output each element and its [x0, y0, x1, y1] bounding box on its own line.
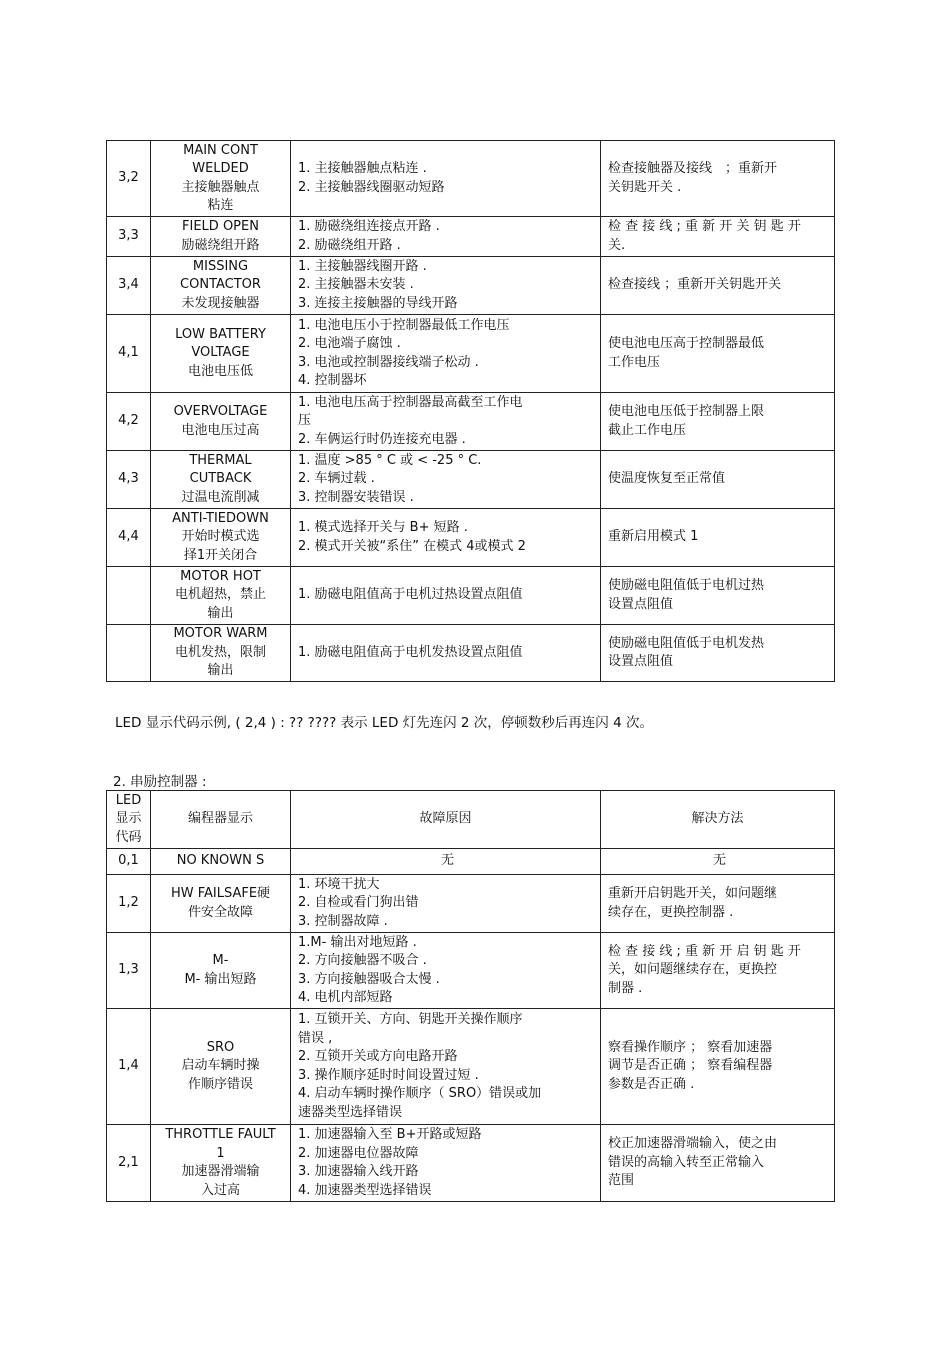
- fault-cause: [291, 875, 601, 933]
- fault-cause-line: 3. 方向接触器吸合太慢 .: [298, 971, 440, 987]
- programmer-display-line: MOTOR WARM: [173, 626, 268, 642]
- solution-line: 设置点阻值: [608, 654, 674, 669]
- solution-line: 无: [712, 853, 726, 869]
- fault-cause-line: 1. 电池电压高于控制器最高截至工作电: [298, 394, 523, 410]
- fault-cause-line: 1.M- 输出对地短路 .: [298, 934, 417, 950]
- table-row: [107, 315, 835, 393]
- programmer-display-line: 电池电压低: [187, 363, 253, 379]
- table-row: [107, 509, 835, 567]
- solution-line: 关.: [608, 237, 626, 253]
- fault-cause-line: 4. 加速器类型选择错误: [298, 1182, 432, 1198]
- solution-line: 关，如问题继续存在，更换控: [608, 962, 778, 978]
- solution-line: 续存在，更换控制器 .: [608, 904, 734, 920]
- fault-cause-line: 4. 控制器坏: [298, 373, 367, 388]
- solution-line: 使励磁电阻值低于电机过热: [608, 578, 765, 593]
- fault-cause: [291, 393, 601, 451]
- fault-cause-line: 3. 控制器故障 .: [298, 913, 388, 929]
- programmer-display-line: MOTOR HOT: [180, 568, 261, 584]
- programmer-display: [151, 933, 291, 1009]
- fault-cause: [291, 257, 601, 315]
- fault-cause-line: 2. 互锁开关或方向电路开路: [298, 1049, 458, 1064]
- fault-cause: [291, 567, 601, 625]
- fault-cause-line: 1. 励磁电阻值高于电机过热设置点阻值: [298, 587, 523, 603]
- fault-cause: [291, 315, 601, 393]
- table-row: [107, 257, 835, 315]
- fault-cause-line: 2. 车俩运行时仍连接充电器 .: [298, 431, 466, 447]
- table-row: [107, 217, 835, 257]
- solution: [601, 393, 835, 451]
- fault-cause-line: 无: [440, 853, 454, 869]
- section-heading: 2. 串励控制器 :: [113, 774, 207, 790]
- solution: [601, 141, 835, 217]
- programmer-display-line: 电池电压过高: [181, 422, 260, 438]
- fault-cause: [291, 451, 601, 509]
- programmer-display: [151, 625, 291, 682]
- programmer-display-line: 件安全故障: [187, 904, 253, 920]
- led-code: [107, 625, 151, 682]
- led-code: [107, 567, 151, 625]
- fault-cause-line: 3. 电池或控制器接线端子松动 .: [298, 354, 479, 370]
- programmer-display-line: LOW BATTERY: [175, 326, 266, 342]
- programmer-display-line: MISSING: [192, 258, 249, 274]
- programmer-display-line: 入过高: [200, 1182, 240, 1198]
- fault-cause: [291, 509, 601, 567]
- fault-cause-line: 2. 励磁绕组开路 .: [298, 237, 401, 253]
- solution-line: 检查接触器及接线 ；重新开: [608, 161, 778, 176]
- programmer-display-line: CONTACTOR: [180, 277, 261, 293]
- fault-cause-line: 错误 ,: [298, 1030, 333, 1046]
- programmer-display-line: 输出: [207, 605, 234, 621]
- led-code: 3,2: [107, 141, 151, 217]
- solution-line: 截止工作电压: [608, 422, 687, 438]
- programmer-display-line: SRO: [206, 1039, 235, 1055]
- solution: [601, 625, 835, 682]
- programmer-display: [151, 451, 291, 509]
- programmer-display-line: 作顺序错误: [187, 1076, 253, 1092]
- solution: [601, 933, 835, 1009]
- led-code: 1,3: [107, 933, 151, 1009]
- table-header-row: [107, 791, 835, 849]
- fault-cause-line: 1. 互锁开关、方向、钥匙开关操作顺序: [298, 1012, 523, 1027]
- fault-cause-line: 3. 操作顺序延时时间设置过短 .: [298, 1067, 479, 1083]
- solution: [601, 849, 835, 875]
- fault-cause-line: 1. 温度 >85 ° C 或 < -25 ° C.: [298, 452, 482, 468]
- solution: [601, 451, 835, 509]
- header-led-code: LED 显示 代码: [107, 791, 151, 849]
- led-code: 3,4: [107, 257, 151, 315]
- solution: [601, 257, 835, 315]
- fault-cause-line: 压: [298, 413, 312, 429]
- solution-line: 使温度恢复至正常值: [608, 471, 726, 487]
- fault-cause-line: 1. 主接触器线圈开路 .: [298, 258, 427, 274]
- fault-cause-line: 2. 模式开关被“系住” 在模式 4或模式 2: [298, 538, 526, 554]
- led-code: 1,2: [107, 875, 151, 933]
- header-solution: 解决方法: [601, 791, 835, 849]
- programmer-display-line: THROTTLE FAULT: [165, 1127, 276, 1142]
- programmer-display-line: CUTBACK: [189, 471, 252, 487]
- programmer-display-line: M- 输出短路: [184, 971, 257, 987]
- table-row: [107, 625, 835, 682]
- fault-cause-line: 4. 电机内部短路: [298, 990, 393, 1005]
- led-code: 4,3: [107, 451, 151, 509]
- fault-cause: [291, 933, 601, 1009]
- table-row: [107, 849, 835, 875]
- programmer-display-line: WELDED: [192, 161, 249, 176]
- solution-line: 设置点阻值: [608, 596, 674, 612]
- solution: [601, 509, 835, 567]
- solution-line: 使电池电压高于控制器最低: [608, 336, 765, 351]
- programmer-display-line: FIELD OPEN: [182, 219, 259, 234]
- programmer-display: [151, 509, 291, 567]
- fault-cause-line: 4. 启动车辆时操作顺序（ SRO）错误或加: [298, 1086, 542, 1101]
- led-code: 0,1: [107, 849, 151, 875]
- programmer-display-line: THERMAL: [189, 452, 252, 468]
- table-row: [107, 141, 835, 217]
- programmer-display: [151, 567, 291, 625]
- programmer-display-line: M-: [212, 953, 229, 968]
- fault-cause-line: 2. 主接触器未安装 .: [298, 277, 414, 293]
- programmer-display-line: 粘连: [207, 198, 234, 213]
- solution-line: 制器 .: [608, 980, 643, 996]
- programmer-display: [151, 217, 291, 257]
- fault-cause-line: 1. 模式选择开关与 B+ 短路 .: [298, 520, 468, 535]
- fault-cause-line: 2. 加速器电位器故障: [298, 1145, 419, 1161]
- solution-line: 检查接线 ；重新开关钥匙开关: [608, 277, 782, 293]
- fault-cause-line: 2. 电池端子腐蚀 .: [298, 336, 401, 351]
- fault-cause: [291, 1125, 601, 1202]
- solution-line: 使励磁电阻值低于电机发热: [608, 635, 765, 651]
- led-code: 1,4: [107, 1009, 151, 1125]
- fault-cause-line: 2. 方向接触器不吸合 .: [298, 953, 427, 968]
- programmer-display-line: 电机发热，限制: [174, 644, 266, 660]
- programmer-display: [151, 393, 291, 451]
- solution: [601, 1009, 835, 1125]
- header-programmer-display: 编程器显示: [151, 791, 291, 849]
- programmer-display: [151, 1125, 291, 1202]
- table-row: [107, 451, 835, 509]
- table-row: [107, 933, 835, 1009]
- programmer-display: [151, 257, 291, 315]
- programmer-display-line: 1: [216, 1145, 225, 1161]
- solution: [601, 567, 835, 625]
- solution-line: 校正加速器滑端输入，使之由: [608, 1136, 778, 1152]
- solution-line: 重新启用模式 1: [608, 529, 699, 545]
- solution-line: 检 查 接 线 ; 重 新 开 关 钥 匙 开: [608, 219, 801, 234]
- fault-cause-line: 2. 主接触器线圈驱动短路: [298, 179, 445, 195]
- solution-line: 使电池电压低于控制器上限: [608, 404, 765, 419]
- fault-cause-line: 1. 励磁电阻值高于电机发热设置点阻值: [298, 644, 523, 660]
- solution-line: 错误的高输入转至正常输入: [608, 1154, 765, 1170]
- led-code: 3,3: [107, 217, 151, 257]
- led-code: 4,1: [107, 315, 151, 393]
- solution-line: 关钥匙开关 .: [608, 179, 682, 195]
- fault-cause-line: 1. 电池电压小于控制器最低工作电压: [298, 317, 510, 333]
- programmer-display-line: 开始时模式选: [181, 529, 260, 545]
- fault-cause: [291, 849, 601, 875]
- solution-line: 范围: [608, 1173, 635, 1189]
- programmer-display-line: 励磁绕组开路: [181, 237, 260, 253]
- fault-cause-line: 速器类型选择错误: [298, 1104, 403, 1120]
- solution-line: 察看操作顺序 ； 察看加速器: [608, 1039, 773, 1055]
- fault-cause-line: 2. 自检或看门狗出错: [298, 895, 419, 911]
- led-code: 2,1: [107, 1125, 151, 1202]
- fault-cause-line: 3. 加速器输入线开路: [298, 1164, 419, 1179]
- programmer-display-line: 过温电流削减: [181, 489, 260, 505]
- fault-cause: [291, 625, 601, 682]
- header-fault-cause: 故障原因: [291, 791, 601, 849]
- table-row: [107, 393, 835, 451]
- programmer-display: [151, 849, 291, 875]
- programmer-display-line: 主接触器触点: [181, 179, 260, 195]
- solution: [601, 217, 835, 257]
- programmer-display-line: 启动车辆时操: [181, 1058, 260, 1074]
- solution: [601, 875, 835, 933]
- solution-line: 参数是否正确 .: [608, 1076, 695, 1092]
- fault-cause-line: 2. 车辆过载 .: [298, 471, 375, 487]
- fault-cause-line: 1. 加速器输入至 B+开路或短路: [298, 1127, 482, 1142]
- fault-cause-line: 3. 连接主接触器的导线开路: [298, 295, 458, 311]
- led-code: 4,2: [107, 393, 151, 451]
- programmer-display: [151, 1009, 291, 1125]
- programmer-display-line: 输出: [207, 663, 234, 679]
- programmer-display-line: NO KNOWN S: [176, 853, 265, 869]
- programmer-display-line: 加速器滑端输: [181, 1164, 260, 1179]
- programmer-display: [151, 875, 291, 933]
- fault-table-2: [106, 790, 835, 1202]
- solution: [601, 1125, 835, 1202]
- fault-table-1: [106, 140, 835, 682]
- solution: [601, 315, 835, 393]
- fault-cause-line: 1. 励磁绕组连接点开路 .: [298, 219, 440, 234]
- programmer-display: [151, 141, 291, 217]
- programmer-display-line: ANTI-TIEDOWN: [172, 510, 269, 526]
- solution-line: 检 查 接 线 ; 重 新 开 启 钥 匙 开: [608, 943, 801, 959]
- table-row: [107, 567, 835, 625]
- programmer-display-line: OVERVOLTAGE: [173, 404, 268, 419]
- solution-line: 调节是否正确 ； 察看编程器: [608, 1058, 773, 1074]
- table-row: [107, 875, 835, 933]
- programmer-display-line: 择1开关闭合: [183, 547, 258, 563]
- fault-cause: [291, 141, 601, 217]
- programmer-display-line: MAIN CONT: [183, 142, 258, 158]
- led-code: 4,4: [107, 509, 151, 567]
- fault-cause-line: 1. 主接触器触点粘连 .: [298, 161, 427, 176]
- programmer-display-line: 电机超热，禁止: [174, 587, 266, 603]
- programmer-display-line: HW FAILSAFE硬: [170, 886, 271, 901]
- programmer-display-line: VOLTAGE: [191, 345, 250, 361]
- solution-line: 工作电压: [608, 354, 661, 370]
- programmer-display-line: 未发现接触器: [181, 295, 260, 311]
- fault-cause-line: 1. 环境干扰大: [298, 876, 380, 892]
- table-row: [107, 1009, 835, 1125]
- fault-cause-line: 3. 控制器安装错误 .: [298, 489, 414, 505]
- led-code-example-note: LED 显示代码示例, ( 2,4 ) : ?? ???? 表示 LED 灯先连闪 2 次，停顿数秒后再连闪 4 次。: [115, 715, 653, 731]
- fault-cause: [291, 217, 601, 257]
- solution-line: 重新开启钥匙开关，如问题继: [608, 886, 778, 901]
- fault-cause: [291, 1009, 601, 1125]
- table-row: [107, 1125, 835, 1202]
- programmer-display: [151, 315, 291, 393]
